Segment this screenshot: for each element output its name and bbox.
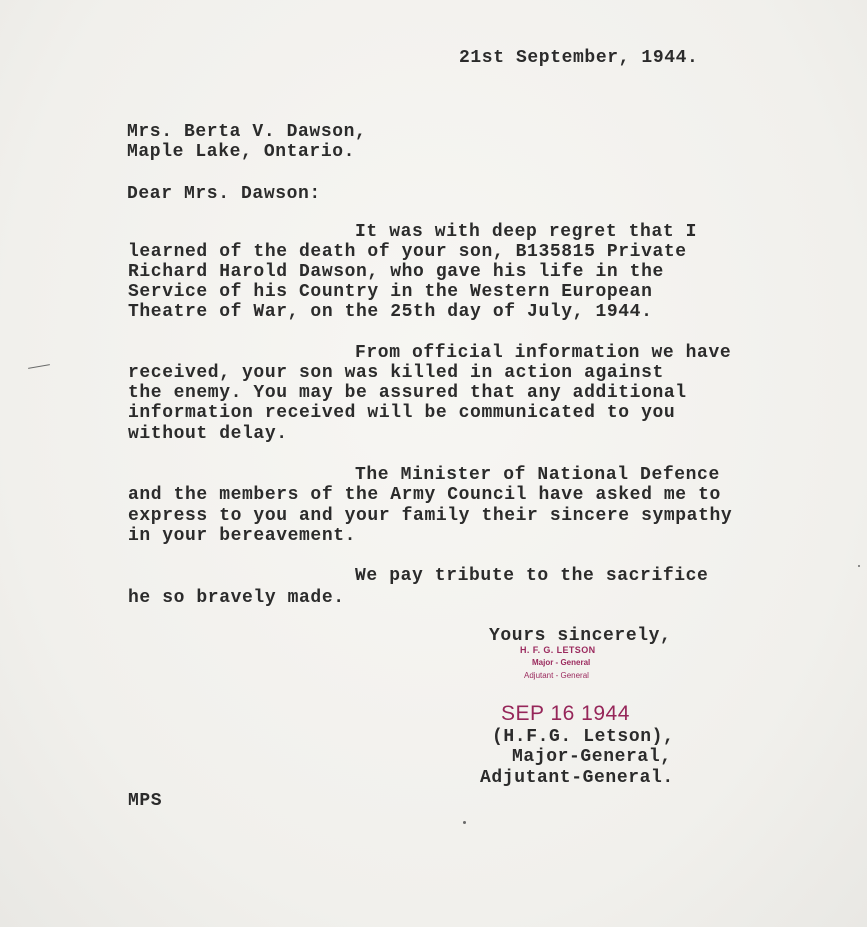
paragraph-3-line-2: and the members of the Army Council have asked me to xyxy=(128,485,721,505)
paragraph-3-line-3: express to you and your family their sincere sympathy xyxy=(128,506,733,526)
paragraph-1-line-5: Theatre of War, on the 25th day of July, 1944. xyxy=(128,302,653,322)
closing: Yours sincerely, xyxy=(489,626,672,646)
paragraph-2-line-2: received, your son was killed in action against xyxy=(128,363,664,383)
typist-initials: MPS xyxy=(128,791,163,811)
paragraph-3-line-1: The Minister of National Defence xyxy=(355,465,720,485)
ink-dot xyxy=(463,821,466,824)
paragraph-1-line-1: It was with deep regret that I xyxy=(355,222,698,242)
salutation: Dear Mrs. Dawson: xyxy=(127,184,321,204)
letter-date: 21st September, 1944. xyxy=(459,48,699,68)
signature-title: Adjutant-General. xyxy=(480,768,674,788)
paragraph-2-line-1: From official information we have xyxy=(355,343,732,363)
paragraph-3-line-4: in your bereavement. xyxy=(128,526,357,546)
paragraph-4-line-2: he so bravely made. xyxy=(128,588,345,608)
ink-dot xyxy=(858,565,860,567)
paragraph-1-line-2: learned of the death of your son, B135815 Private xyxy=(128,242,687,262)
paragraph-4-line-1: We pay tribute to the sacrifice xyxy=(355,566,709,586)
recipient-name: Mrs. Berta V. Dawson, xyxy=(127,122,367,142)
recipient-address: Maple Lake, Ontario. xyxy=(127,142,356,162)
signature-rank: Major-General, xyxy=(512,747,672,767)
signature-stamp-name: H. F. G. LETSON xyxy=(520,645,596,655)
signature-stamp-rank: Major - General xyxy=(532,658,591,667)
paragraph-1-line-4: Service of his Country in the Western European xyxy=(128,282,653,302)
paragraph-2-line-3: the enemy. You may be assured that any additional xyxy=(128,383,687,403)
received-date-stamp: SEP 16 1944 xyxy=(501,702,630,725)
paragraph-2-line-4: information received will be communicated to you xyxy=(128,403,676,423)
signature-stamp-title: Adjutant - General xyxy=(524,671,589,680)
paragraph-2-line-5: without delay. xyxy=(128,424,288,444)
pencil-mark xyxy=(28,364,50,369)
signature-name: (H.F.G. Letson), xyxy=(492,727,675,747)
paragraph-1-line-3: Richard Harold Dawson, who gave his life in the xyxy=(128,262,664,282)
